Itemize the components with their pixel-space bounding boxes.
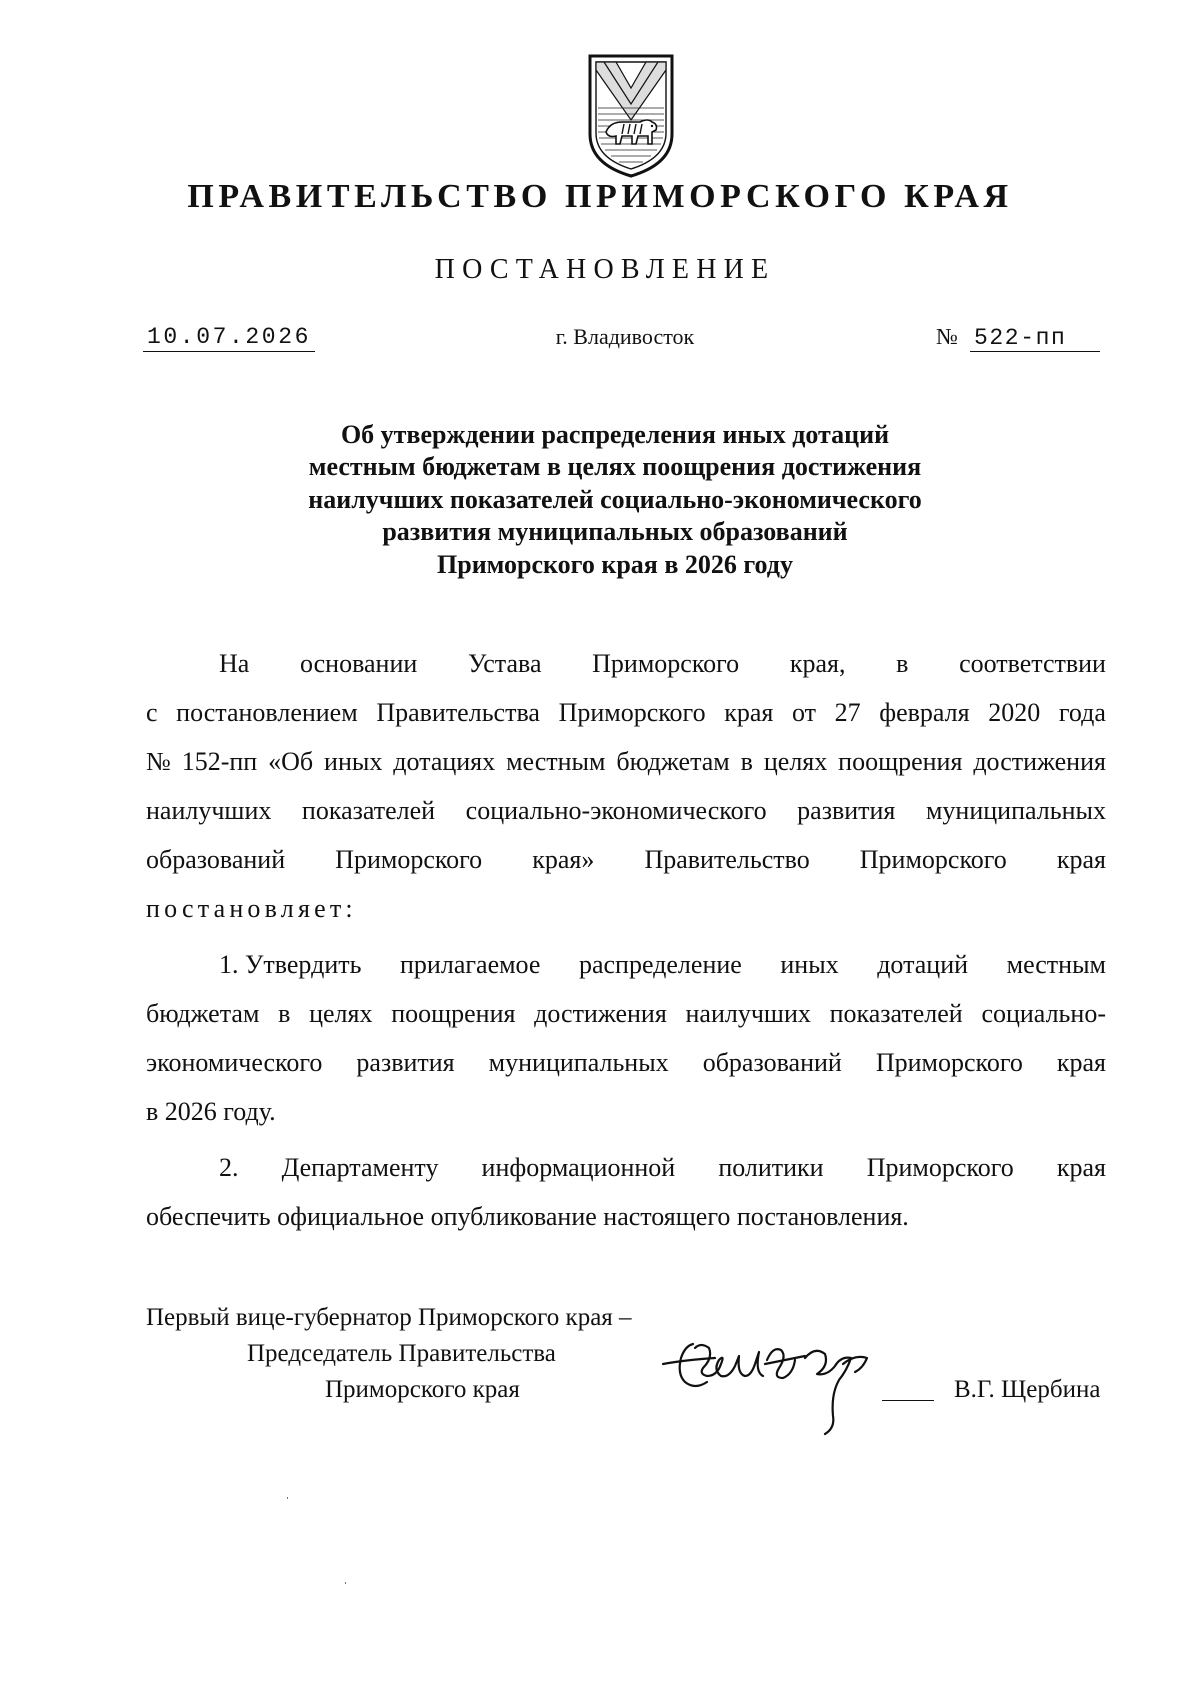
- word: года: [1058, 698, 1106, 727]
- word: муниципальных: [488, 1048, 669, 1077]
- resolves-word: постановляет:: [146, 894, 357, 923]
- word: №: [146, 747, 171, 776]
- word: иных: [324, 747, 383, 776]
- signatory-position: Первый вице-губернатор Приморского края –: [146, 1304, 632, 1331]
- word: дотациях: [393, 747, 496, 776]
- document-type: ПОСТАНОВЛЕНИЕ: [434, 254, 776, 285]
- word: поощрения: [838, 747, 963, 776]
- word: края: [724, 698, 774, 727]
- word: 2.: [219, 1153, 239, 1182]
- word: показателей: [301, 796, 436, 825]
- word: экономического: [146, 1048, 323, 1077]
- word: края»: [532, 845, 595, 874]
- word: достижения: [973, 747, 1106, 776]
- word: дотаций: [877, 950, 969, 979]
- word: политики: [718, 1153, 824, 1182]
- word: образований: [702, 1048, 842, 1077]
- word: основании: [299, 649, 418, 678]
- organization-title: ПРАВИТЕЛЬСТВО ПРИМОРСКОГО КРАЯ: [187, 178, 1013, 215]
- item-1-line: [219, 949, 1106, 981]
- word: Департаменту: [281, 1153, 439, 1182]
- word: 152-пп: [181, 747, 258, 776]
- item-1-line: в 2026 году.: [146, 1097, 276, 1126]
- item-2-line: [219, 1152, 1106, 1184]
- word: в: [896, 649, 909, 678]
- signatory-name: В.Г. Щербина: [954, 1376, 1101, 1403]
- word: образований: [146, 845, 286, 874]
- word: Приморского: [859, 845, 1007, 874]
- word: местным: [1006, 950, 1106, 979]
- word: социально-экономического: [465, 796, 767, 825]
- word: постановлением: [176, 698, 358, 727]
- preamble-line: [146, 697, 1106, 729]
- preamble-line: [146, 844, 1106, 876]
- word: достижения: [534, 999, 667, 1028]
- subject-line: Об утверждении распределения иных дотаций: [340, 420, 890, 449]
- word: 2020: [988, 698, 1041, 727]
- document-number: [936, 322, 1106, 352]
- preamble-line: [146, 746, 1106, 778]
- word: показателей: [829, 999, 963, 1028]
- coat-of-arms-icon: [578, 48, 684, 180]
- word: с: [146, 698, 158, 727]
- word: иных: [780, 950, 839, 979]
- word: наилучших: [685, 999, 811, 1028]
- document-date: 10.07.2026: [143, 323, 315, 352]
- word: 1. Утвердить: [219, 950, 362, 979]
- word: муниципальных: [925, 796, 1106, 825]
- word: Устава: [467, 649, 542, 678]
- word: края: [1056, 1048, 1106, 1077]
- word: 27: [834, 698, 861, 727]
- word: информационной: [481, 1153, 676, 1182]
- word: соответствии: [959, 649, 1106, 678]
- word: социально-: [981, 999, 1106, 1028]
- word: На: [219, 649, 250, 678]
- word: края: [1056, 845, 1106, 874]
- word: Правительство: [644, 845, 810, 874]
- word: целях: [763, 747, 828, 776]
- item-1-line: [146, 1047, 1106, 1079]
- word: поощрения: [391, 999, 516, 1028]
- number-value: 522-пп: [970, 325, 1100, 352]
- number-sign: №: [936, 324, 958, 349]
- handwritten-signature: [655, 1324, 905, 1444]
- item-2-line: обеспечить официальное опубликование настоящего постановления.: [146, 1202, 909, 1231]
- word: распределение: [578, 950, 742, 979]
- word: Приморского: [592, 649, 740, 678]
- preamble-line: [146, 795, 1106, 827]
- word: наилучших: [146, 796, 272, 825]
- word: развития: [797, 796, 896, 825]
- word: края,: [789, 649, 846, 678]
- word: прилагаемое: [400, 950, 541, 979]
- signature-dash: [882, 1400, 934, 1401]
- item-1-line: [146, 998, 1106, 1030]
- word: бюджетам: [616, 747, 730, 776]
- word: «Об: [268, 747, 314, 776]
- word: в: [740, 747, 753, 776]
- signatory-position: Приморского края: [325, 1376, 520, 1403]
- word: Правительства: [376, 698, 540, 727]
- document-city: г. Владивосток: [555, 324, 695, 349]
- subject-line: развития муниципальных образований: [382, 517, 848, 547]
- scan-speck: [287, 1497, 288, 1499]
- preamble-line: [219, 648, 1106, 680]
- subject-line: Приморского края в 2026 году: [437, 549, 793, 579]
- word: бюджетам: [146, 999, 260, 1028]
- word: Приморского: [335, 845, 483, 874]
- signatory-position: Председатель Правительства: [247, 1340, 556, 1367]
- document-subject: [150, 419, 1080, 581]
- word: развития: [356, 1048, 455, 1077]
- word: целях: [309, 999, 373, 1028]
- subject-line: наилучших показателей социально-экономического: [308, 484, 922, 514]
- word: края: [1056, 1153, 1106, 1182]
- scan-speck: [345, 1582, 346, 1584]
- word: Приморского: [875, 1048, 1023, 1077]
- word: от: [791, 698, 816, 727]
- word: февраля: [879, 698, 970, 727]
- word: местным: [506, 747, 606, 776]
- word: Приморского: [866, 1153, 1014, 1182]
- word: Приморского: [558, 698, 706, 727]
- word: в: [278, 999, 291, 1028]
- subject-line: местным бюджетам в целях поощрения достижения: [308, 452, 922, 482]
